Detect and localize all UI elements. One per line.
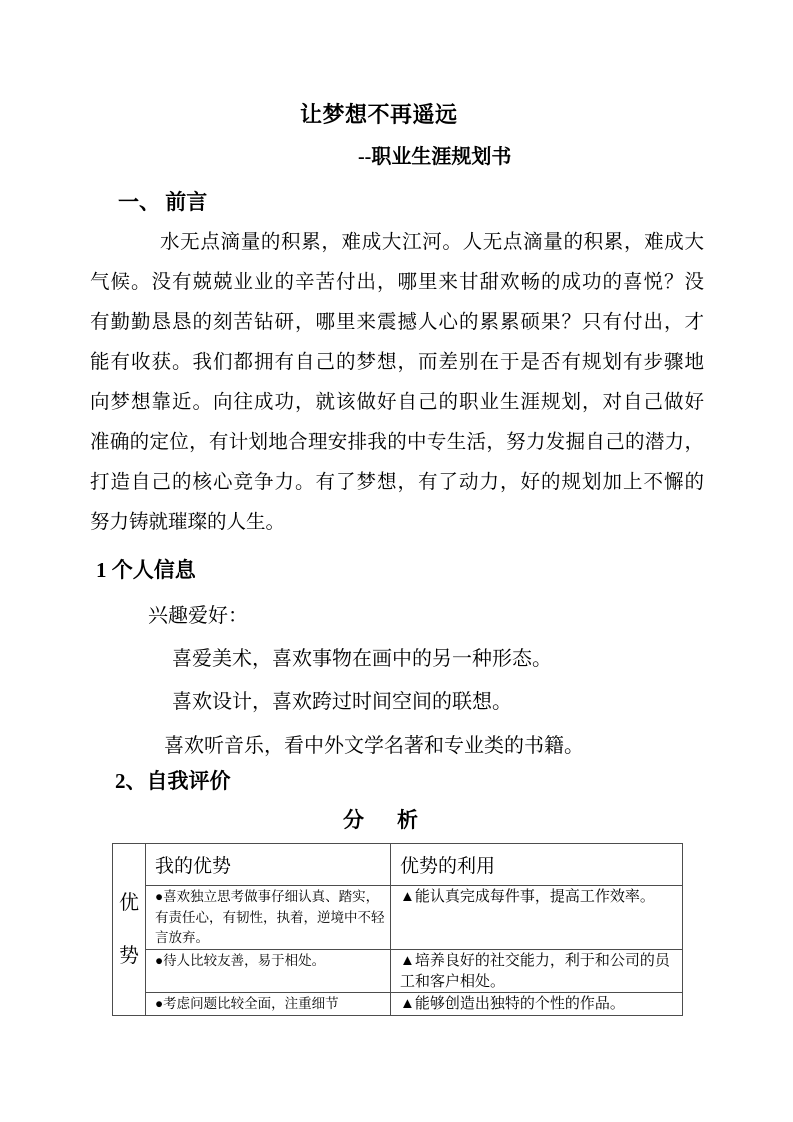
preface-line: 努力铸就璀璨的人生。 [90, 512, 286, 533]
section-heading-preface: 一、 前言 [118, 190, 208, 214]
preface-line: 准确的定位，有计划地合理安排我的中专生活，努力发掘自己的潜力， [90, 432, 704, 453]
side-label-char: 优 [119, 892, 139, 914]
hobby-item: 喜爱美术，喜欢事物在画中的另一种形态。 [172, 648, 552, 670]
table-cell-advantage: ●待人比较友善，易于相处。 [146, 950, 391, 993]
preface-line: 水无点滴量的积累，难成大江河。人无点滴量的积累，难成大 [160, 232, 704, 253]
table-cell-use: ▲能够创造出独特的个性的作品。 [391, 993, 683, 1016]
table-header-advantage-use: 优势的利用 [391, 844, 683, 886]
preface-line: 气候。没有兢兢业业的辛苦付出，哪里来甘甜欢畅的成功的喜悦？没 [90, 272, 704, 293]
table-side-label [113, 844, 146, 1016]
side-label-gap [113, 914, 145, 945]
hobby-item: 喜欢听音乐，看中外文学名著和专业类的书籍。 [164, 735, 584, 757]
table-row [113, 993, 683, 1016]
preface-line: 打造自己的核心竞争力。有了梦想，有了动力，好的规划加上不懈的 [90, 472, 704, 493]
analysis-table-caption: 分 析 [343, 808, 424, 832]
table-cell-advantage: ●考虑问题比较全面，注重细节 [146, 993, 391, 1016]
preface-line: 向梦想靠近。向往成功，就该做好自己的职业生涯规划，对自己做好 [90, 392, 704, 413]
hobbies-label: 兴趣爱好： [148, 605, 248, 627]
section-heading-self-evaluation: 2、自我评价 [115, 769, 231, 793]
table-row [113, 950, 683, 993]
side-label-char: 势 [119, 945, 139, 967]
table-cell-use: ▲能认真完成每件事，提高工作效率。 [391, 886, 683, 950]
hobby-item: 喜欢设计，喜欢跨过时间空间的联想。 [172, 691, 512, 713]
table-row [113, 886, 683, 950]
document-title: 让梦想不再遥远 [300, 102, 458, 127]
preface-line: 有勤勤恳恳的刻苦钻研，哪里来震撼人心的累累硕果？只有付出，才 [90, 312, 704, 333]
analysis-table [112, 843, 683, 1016]
section-heading-personal-info: 1 个人信息 [96, 558, 196, 582]
preface-line: 能有收获。我们都拥有自己的梦想，而差别在于是否有规划有步骤地 [90, 352, 704, 373]
preface-paragraph [90, 223, 704, 543]
table-header-my-advantages: 我的优势 [146, 844, 391, 886]
table-cell-advantage: ●喜欢独立思考做事仔细认真、踏实，有责任心，有韧性，执着，逆境中不轻言放弃。 [146, 886, 391, 950]
document-subtitle: --职业生涯规划书 [358, 146, 512, 168]
table-cell-use: ▲培养良好的社交能力，利于和公司的员工和客户相处。 [391, 950, 683, 993]
